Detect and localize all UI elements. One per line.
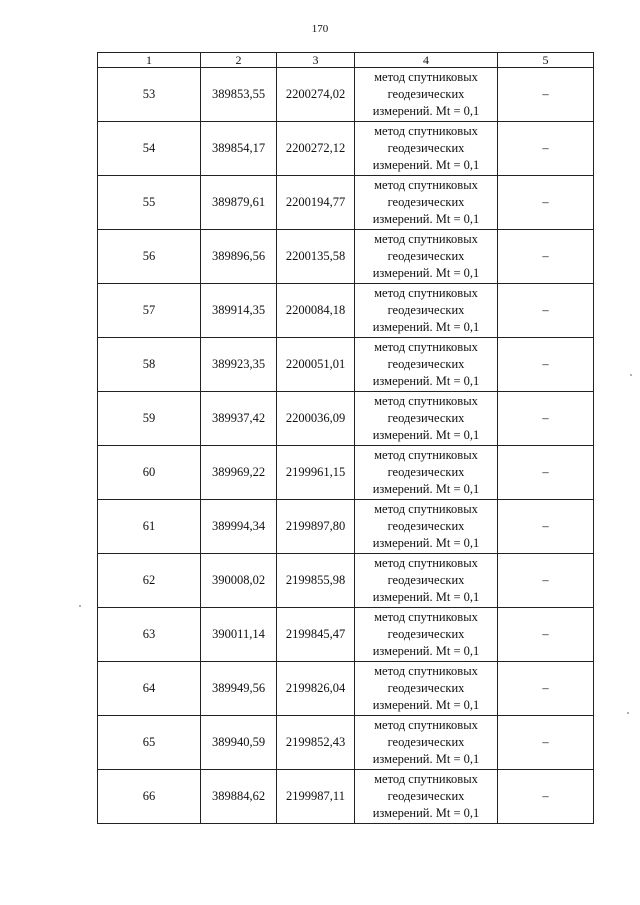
- y-coordinate-cell: 2200036,09: [277, 392, 355, 446]
- method-line: геодезических: [387, 249, 465, 263]
- column-header: 1: [98, 53, 201, 68]
- note-cell: –: [498, 68, 594, 122]
- x-coordinate-cell: 389969,22: [201, 446, 277, 500]
- method-line: измерений. Mt = 0,1: [372, 752, 480, 766]
- method-line: измерений. Mt = 0,1: [372, 536, 480, 550]
- y-coordinate-cell: 2200051,01: [277, 338, 355, 392]
- point-number-cell: 56: [98, 230, 201, 284]
- y-coordinate-cell: 2199852,43: [277, 716, 355, 770]
- method-line: метод спутниковых: [374, 448, 478, 462]
- method-line: метод спутниковых: [374, 718, 478, 732]
- method-cell: [355, 770, 498, 824]
- method-line: метод спутниковых: [374, 232, 478, 246]
- table-row: [98, 716, 594, 770]
- method-line: метод спутниковых: [374, 124, 478, 138]
- method-cell: [355, 500, 498, 554]
- method-cell: [355, 554, 498, 608]
- method-line: геодезических: [387, 465, 465, 479]
- method-line: геодезических: [387, 735, 465, 749]
- method-cell: [355, 176, 498, 230]
- point-number-cell: 63: [98, 608, 201, 662]
- x-coordinate-cell: 390008,02: [201, 554, 277, 608]
- x-coordinate-cell: 389940,59: [201, 716, 277, 770]
- method-line: измерений. Mt = 0,1: [372, 212, 480, 226]
- method-line: геодезических: [387, 87, 465, 101]
- method-line: измерений. Mt = 0,1: [372, 590, 480, 604]
- x-coordinate-cell: 389896,56: [201, 230, 277, 284]
- note-cell: –: [498, 230, 594, 284]
- note-cell: –: [498, 608, 594, 662]
- y-coordinate-cell: 2199826,04: [277, 662, 355, 716]
- x-coordinate-cell: 389879,61: [201, 176, 277, 230]
- y-coordinate-cell: 2200274,02: [277, 68, 355, 122]
- method-line: метод спутниковых: [374, 772, 478, 786]
- column-header: 5: [498, 53, 594, 68]
- method-line: измерений. Mt = 0,1: [372, 644, 480, 658]
- table-body: [98, 68, 594, 824]
- method-cell: [355, 338, 498, 392]
- method-line: измерений. Mt = 0,1: [372, 158, 480, 172]
- table-row: [98, 500, 594, 554]
- method-line: геодезических: [387, 519, 465, 533]
- table-row: [98, 770, 594, 824]
- point-number-cell: 59: [98, 392, 201, 446]
- method-cell: [355, 662, 498, 716]
- table-row: [98, 176, 594, 230]
- point-number-cell: 58: [98, 338, 201, 392]
- point-number-cell: 54: [98, 122, 201, 176]
- table-row: [98, 608, 594, 662]
- method-cell: [355, 230, 498, 284]
- method-line: метод спутниковых: [374, 286, 478, 300]
- method-line: измерений. Mt = 0,1: [372, 428, 480, 442]
- x-coordinate-cell: 389949,56: [201, 662, 277, 716]
- y-coordinate-cell: 2199961,15: [277, 446, 355, 500]
- y-coordinate-cell: 2199897,80: [277, 500, 355, 554]
- note-cell: –: [498, 122, 594, 176]
- point-number-cell: 60: [98, 446, 201, 500]
- method-line: метод спутниковых: [374, 664, 478, 678]
- y-coordinate-cell: 2199987,11: [277, 770, 355, 824]
- point-number-cell: 64: [98, 662, 201, 716]
- point-number-cell: 62: [98, 554, 201, 608]
- point-number-cell: 53: [98, 68, 201, 122]
- note-cell: –: [498, 176, 594, 230]
- method-line: метод спутниковых: [374, 70, 478, 84]
- coordinates-table: [97, 52, 594, 824]
- table-row: [98, 338, 594, 392]
- method-cell: [355, 68, 498, 122]
- y-coordinate-cell: 2200194,77: [277, 176, 355, 230]
- x-coordinate-cell: 389914,35: [201, 284, 277, 338]
- method-line: измерений. Mt = 0,1: [372, 482, 480, 496]
- point-number-cell: 55: [98, 176, 201, 230]
- scan-speck: [79, 605, 81, 607]
- table-row: [98, 392, 594, 446]
- x-coordinate-cell: 389854,17: [201, 122, 277, 176]
- x-coordinate-cell: 389923,35: [201, 338, 277, 392]
- method-cell: [355, 716, 498, 770]
- note-cell: –: [498, 284, 594, 338]
- table-row: [98, 554, 594, 608]
- method-line: метод спутниковых: [374, 394, 478, 408]
- method-line: геодезических: [387, 195, 465, 209]
- column-header: 4: [355, 53, 498, 68]
- point-number-cell: 57: [98, 284, 201, 338]
- note-cell: –: [498, 662, 594, 716]
- method-line: геодезических: [387, 789, 465, 803]
- method-cell: [355, 122, 498, 176]
- method-line: геодезических: [387, 411, 465, 425]
- method-line: измерений. Mt = 0,1: [372, 698, 480, 712]
- table-row: [98, 662, 594, 716]
- column-header: 3: [277, 53, 355, 68]
- table-row: [98, 68, 594, 122]
- y-coordinate-cell: 2200272,12: [277, 122, 355, 176]
- table-row: [98, 284, 594, 338]
- note-cell: –: [498, 446, 594, 500]
- y-coordinate-cell: 2200135,58: [277, 230, 355, 284]
- note-cell: –: [498, 338, 594, 392]
- method-line: метод спутниковых: [374, 556, 478, 570]
- method-line: геодезических: [387, 141, 465, 155]
- method-cell: [355, 284, 498, 338]
- table-row: [98, 446, 594, 500]
- method-line: геодезических: [387, 627, 465, 641]
- method-line: метод спутниковых: [374, 610, 478, 624]
- y-coordinate-cell: 2200084,18: [277, 284, 355, 338]
- x-coordinate-cell: 389994,34: [201, 500, 277, 554]
- method-line: измерений. Mt = 0,1: [372, 374, 480, 388]
- method-line: метод спутниковых: [374, 502, 478, 516]
- method-line: геодезических: [387, 573, 465, 587]
- method-cell: [355, 392, 498, 446]
- method-line: измерений. Mt = 0,1: [372, 266, 480, 280]
- method-line: метод спутниковых: [374, 178, 478, 192]
- method-line: измерений. Mt = 0,1: [372, 320, 480, 334]
- point-number-cell: 65: [98, 716, 201, 770]
- x-coordinate-cell: 390011,14: [201, 608, 277, 662]
- column-header: 2: [201, 53, 277, 68]
- page-number: 170: [311, 23, 329, 35]
- method-line: метод спутниковых: [374, 340, 478, 354]
- method-line: измерений. Mt = 0,1: [372, 806, 480, 820]
- y-coordinate-cell: 2199845,47: [277, 608, 355, 662]
- table-row: [98, 230, 594, 284]
- method-line: геодезических: [387, 681, 465, 695]
- scan-speck: [630, 374, 632, 376]
- note-cell: –: [498, 392, 594, 446]
- method-cell: [355, 446, 498, 500]
- point-number-cell: 66: [98, 770, 201, 824]
- table-header-row: [98, 53, 594, 68]
- point-number-cell: 61: [98, 500, 201, 554]
- x-coordinate-cell: 389853,55: [201, 68, 277, 122]
- note-cell: –: [498, 770, 594, 824]
- method-cell: [355, 608, 498, 662]
- note-cell: –: [498, 716, 594, 770]
- x-coordinate-cell: 389884,62: [201, 770, 277, 824]
- note-cell: –: [498, 554, 594, 608]
- method-line: геодезических: [387, 303, 465, 317]
- note-cell: –: [498, 500, 594, 554]
- y-coordinate-cell: 2199855,98: [277, 554, 355, 608]
- x-coordinate-cell: 389937,42: [201, 392, 277, 446]
- method-line: измерений. Mt = 0,1: [372, 104, 480, 118]
- table-row: [98, 122, 594, 176]
- method-line: геодезических: [387, 357, 465, 371]
- scan-speck: [627, 712, 629, 714]
